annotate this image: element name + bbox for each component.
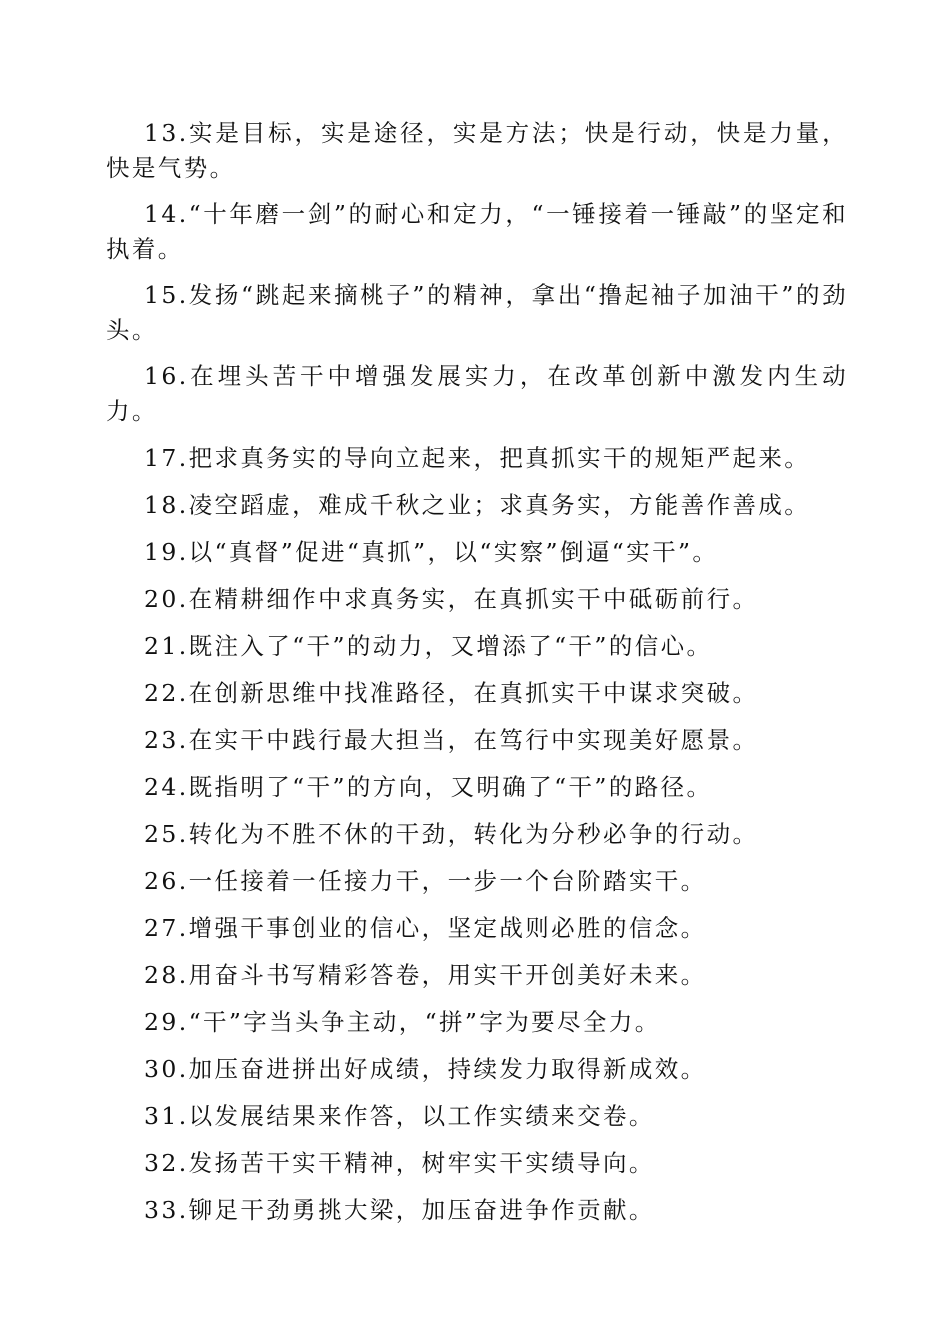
item-number: 26. [144, 867, 189, 895]
list-item [106, 723, 848, 758]
item-number: 31. [144, 1102, 189, 1130]
document-body [106, 116, 848, 1240]
list-item [106, 1146, 848, 1181]
item-text: 加压奋进拼出好成绩，持续发力取得新成效。 [188, 1055, 707, 1083]
item-number: 20. [144, 585, 189, 613]
item-text: 发扬“跳起来摘桃子”的精神，拿出“撸起袖子加油干”的劲头。 [106, 281, 848, 344]
list-item [106, 864, 848, 899]
item-number: 21. [144, 632, 189, 660]
item-text: “十年磨一剑”的耐心和定力，“一锤接着一锤敲”的坚定和执着。 [106, 200, 848, 263]
list-item [106, 1193, 848, 1228]
item-number: 30. [144, 1055, 189, 1083]
item-text: 增强干事创业的信心，坚定战则必胜的信念。 [188, 914, 707, 942]
item-number: 27. [144, 914, 189, 942]
item-text: 一任接着一任接力干，一步一个台阶踏实干。 [188, 867, 707, 895]
item-text: 铆足干劲勇挑大梁，加压奋进争作贡献。 [188, 1196, 655, 1224]
item-number: 25. [144, 820, 189, 848]
item-text: 把求真务实的导向立起来，把真抓实干的规矩严起来。 [188, 444, 811, 472]
item-text: 在创新思维中找准路径，在真抓实干中谋求突破。 [188, 679, 759, 707]
list-item [106, 1052, 848, 1087]
item-number: 33. [144, 1196, 189, 1224]
item-number: 23. [144, 726, 189, 754]
item-text: 在实干中践行最大担当，在笃行中实现美好愿景。 [188, 726, 759, 754]
item-number: 13. [144, 119, 189, 147]
list-item [106, 488, 848, 523]
list-item [106, 441, 848, 476]
item-number: 17. [144, 444, 189, 472]
list-item [106, 582, 848, 617]
item-number: 16. [144, 362, 189, 390]
item-text: 在埋头苦干中增强发展实力，在改革创新中激发内生动力。 [106, 362, 848, 425]
list-item [106, 1099, 848, 1134]
list-item [106, 197, 848, 267]
list-item [106, 911, 848, 946]
item-number: 19. [144, 538, 189, 566]
item-number: 24. [144, 773, 189, 801]
item-text: 凌空蹈虚，难成千秋之业；求真务实，方能善作善成。 [188, 491, 811, 519]
item-text: 发扬苦干实干精神，树牢实干实绩导向。 [188, 1149, 655, 1177]
item-text: 既指明了“干”的方向，又明确了“干”的路径。 [188, 773, 713, 801]
list-item [106, 116, 848, 186]
item-number: 18. [144, 491, 189, 519]
item-number: 22. [144, 679, 189, 707]
item-text: 以“真督”促进“真抓”，以“实察”倒逼“实干”。 [188, 538, 719, 566]
item-number: 28. [144, 961, 189, 989]
list-item [106, 535, 848, 570]
item-text: 转化为不胜不休的干劲，转化为分秒必争的行动。 [188, 820, 759, 848]
item-number: 29. [144, 1008, 189, 1036]
item-text: 在精耕细作中求真务实，在真抓实干中砥砺前行。 [188, 585, 759, 613]
item-number: 32. [144, 1149, 189, 1177]
item-text: 既注入了“干”的动力，又增添了“干”的信心。 [188, 632, 713, 660]
list-item [106, 359, 848, 429]
item-text: 实是目标，实是途径，实是方法；快是行动，快是力量，快是气势。 [106, 119, 848, 182]
list-item [106, 958, 848, 993]
item-text: 以发展结果来作答，以工作实绩来交卷。 [188, 1102, 655, 1130]
item-text: 用奋斗书写精彩答卷，用实干开创美好未来。 [188, 961, 707, 989]
list-item [106, 676, 848, 711]
item-number: 14. [144, 200, 189, 228]
list-item [106, 629, 848, 664]
list-item [106, 817, 848, 852]
list-item [106, 770, 848, 805]
list-item [106, 1005, 848, 1040]
list-item [106, 278, 848, 348]
item-text: “干”字当头争主动，“拼”字为要尽全力。 [188, 1008, 661, 1036]
item-number: 15. [144, 281, 189, 309]
